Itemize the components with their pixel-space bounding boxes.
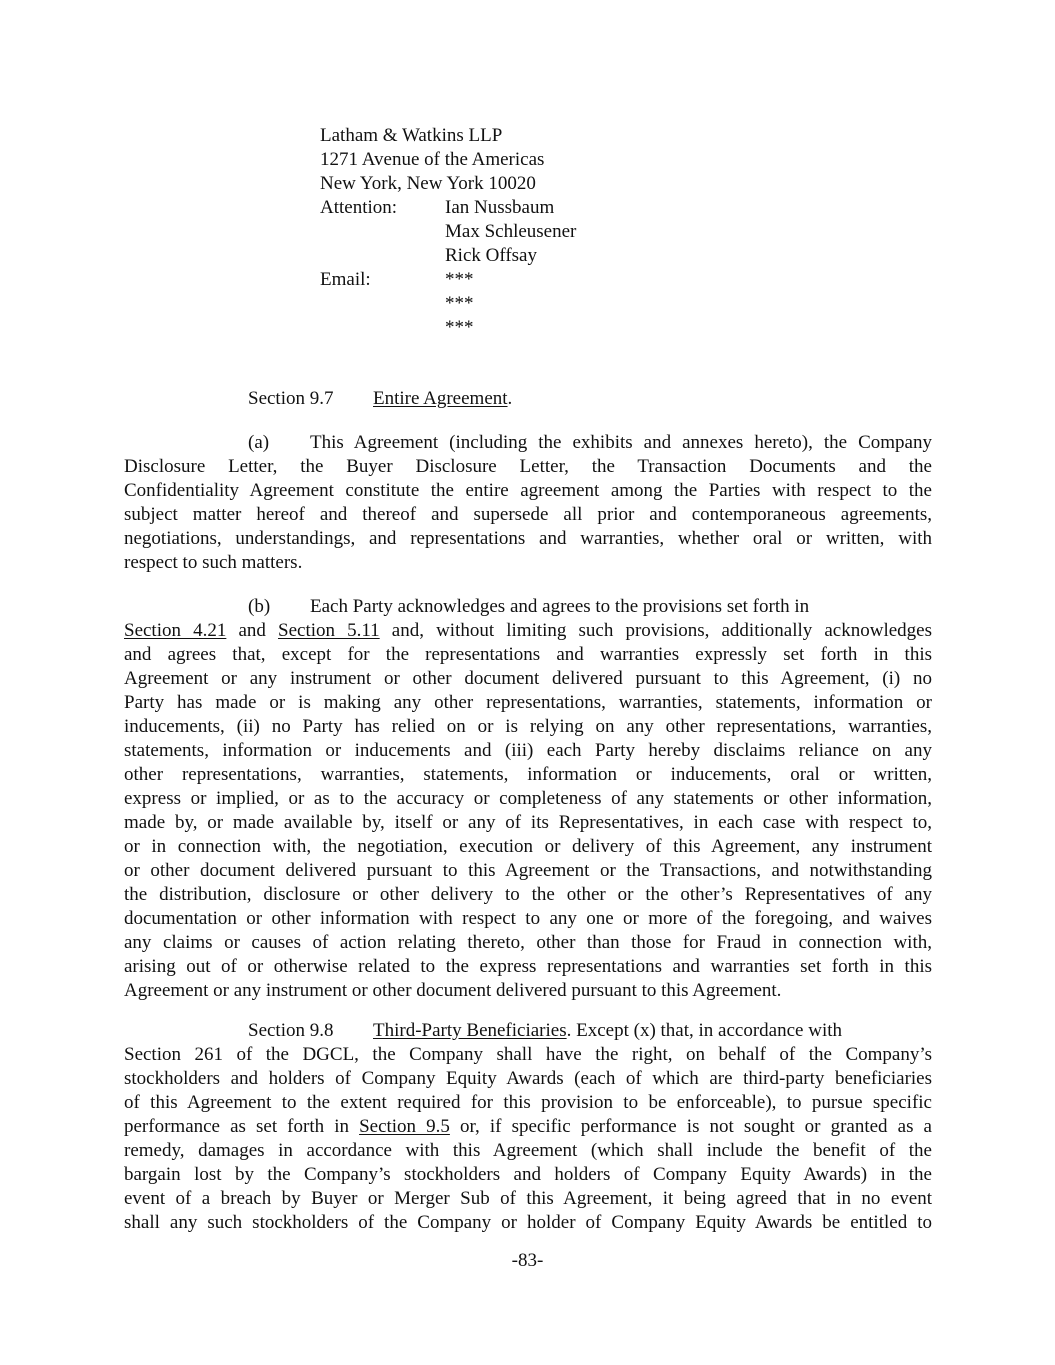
notice-address-block [320, 124, 720, 340]
email-value: *** [445, 269, 474, 290]
section-title: Third-Party Beneficiaries [373, 1020, 567, 1041]
cross-reference-link: Section 9.5 [359, 1116, 450, 1137]
attention-name: Ian Nussbaum [445, 197, 555, 218]
paragraph-tag: (a) [248, 432, 270, 453]
email-row [320, 268, 720, 292]
attention-name: Max Schleusener [445, 221, 577, 242]
city-address: New York, New York 10020 [320, 173, 536, 194]
street-address: 1271 Avenue of the Americas [320, 149, 545, 170]
attention-name: Rick Offsay [445, 245, 537, 266]
cross-reference-link: Section 4.21 [124, 620, 227, 641]
email-value: *** [445, 293, 474, 314]
paragraph-tag: (b) [248, 596, 271, 617]
email-value: *** [445, 317, 474, 338]
attention-label: Attention: [320, 197, 398, 218]
page-number: -83- [511, 1250, 544, 1271]
email-row [320, 316, 720, 340]
section-9-8-paragraph: Section 9.8 Third-Party Beneficiaries. Except (x) that, in accordance with Section 261 of the DGCL, the Company shall have the right, on behalf of the Company’s stockholders and holders of Company Equity Awards (each of which are third-party beneficiaries of this Agreement to the extent required for this provision to be enforceable), to pursue specific performance as set forth in Section 9.5 or, if specific performance is not sought or granted as a remedy, damages in accordance with this Agreement (which shall include the benefit of the bargain lost by the Company’s stockholders and holders of Company Equity Awards) in the event of a breach by Buyer or Merger Sub of this Agreement, it being agreed that in no event shall any such stockholders of the Company or holder of Company Equity Awards be entitled to [124, 1020, 932, 1233]
section-title: Entire Agreement [373, 388, 508, 409]
section-9-7-heading: Section 9.7 Entire Agreement. [248, 388, 513, 409]
attention-row [320, 196, 720, 220]
section-number: Section 9.8 [248, 1020, 334, 1041]
email-row [320, 292, 720, 316]
section-number: Section 9.7 [248, 388, 334, 409]
cross-reference-link: Section 5.11 [278, 620, 380, 641]
section-9-7-paragraph-b: (b) Each Party acknowledges and agrees to the provisions set forth in Section 4.21 and Section 5.11 and, without limiting such provisions, additionally acknowledges and agrees that, except for the representations and warranties expressly set forth in this Agreement or any instrument or other document delivered pursuant to this Agreement, (i) no Party has made or is making any other representations, warranties, statements, information or inducements, (ii) no Party has relied on or is relying on any other representations, warranties, statements, information or inducements and (iii) each Party hereby disclaims reliance on any other representations, warranties, statements, information or inducements, oral or written, express or implied, or as to the accuracy or completeness of any statements or other information, made by, or made available by, itself or any of its Representatives, in each case with respect to, or in connection with, the negotiation, execution or delivery of this Agreement, any instrument or other document delivered pursuant to this Agreement or the Transactions, and notwithstanding the distribution, disclosure or other delivery to the other or the other’s Representatives of any documentation or other information with respect to any one or more of the foregoing, and waives any claims or causes of action relating thereto, other than those for Fraud in connection with, arising out of or otherwise related to the express representations and warranties set forth in this Agreement or any instrument or other document delivered pursuant to this Agreement. [124, 596, 932, 1001]
section-9-7-paragraph-a: (a) This Agreement (including the exhibits and annexes hereto), the Company Disclosure Letter, the Buyer Disclosure Letter, the Transaction Documents and the Confidentiality Agreement constitute the entire agreement among the Parties with respect to the subject matter hereof and thereof and supersede all prior and contemporaneous agreements, negotiations, understandings, and representations and warranties, whether oral or written, with respect to such matters. [124, 432, 932, 573]
firm-name: Latham & Watkins LLP [320, 125, 503, 146]
attention-row [320, 244, 720, 268]
email-label: Email: [320, 269, 371, 290]
attention-row [320, 220, 720, 244]
